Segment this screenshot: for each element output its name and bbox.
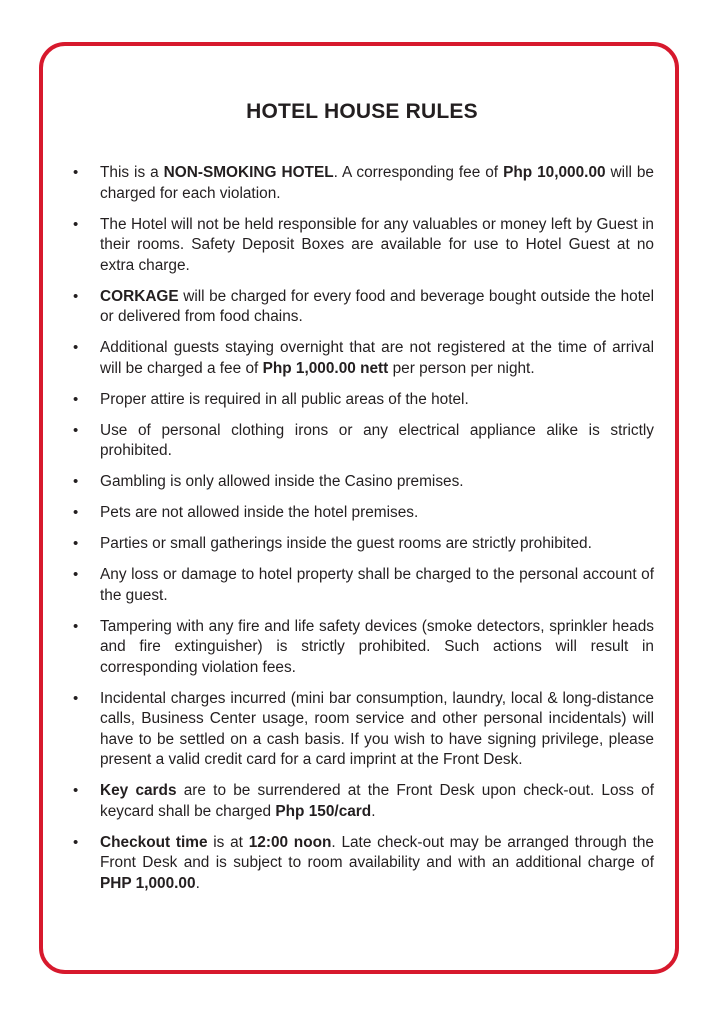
- rule-text: Use of personal clothing irons or any electrical appliance alike is strictly prohibited.: [100, 421, 654, 459]
- rule-text: Proper attire is required in all public areas of the hotel.: [100, 390, 469, 408]
- rule-text: Tampering with any fire and life safety devices (smoke detectors, sprinkler heads and fire extinguisher) is strictly prohibited. Such actions will result in corresponding violation fees.: [100, 617, 654, 676]
- bullet-icon: •: [73, 504, 79, 521]
- rule-item: [68, 689, 654, 771]
- rule-text: per person per night.: [388, 359, 535, 377]
- rule-text: The Hotel will not be held responsible for any valuables or money left by Guest in their rooms. Safety Deposit Boxes are available for use to Hotel Guest at no extra charge.: [100, 215, 654, 274]
- bullet-icon: •: [73, 164, 79, 181]
- rule-text: will be charged for each violation.: [100, 164, 654, 202]
- bullet-icon: •: [73, 421, 79, 439]
- rule-emphasis: Key cards: [100, 782, 177, 799]
- rule-emphasis: NON-SMOKING HOTEL: [163, 164, 334, 181]
- rule-item: [68, 617, 654, 679]
- rule-emphasis: Checkout time: [100, 833, 208, 851]
- bullet-icon: •: [73, 782, 79, 799]
- rule-text: .: [195, 874, 200, 892]
- rule-item: [68, 163, 654, 204]
- bullet-icon: •: [73, 287, 79, 305]
- rule-text: are to be surrendered at the Front Desk upon check-out. Loss of keycard shall be charged: [100, 782, 654, 820]
- rule-text: Pets are not allowed inside the hotel premises.: [100, 504, 419, 521]
- rule-text: Gambling is only allowed inside the Casino premises.: [100, 473, 464, 490]
- rule-item: [68, 472, 654, 493]
- rule-item: [68, 338, 654, 379]
- bullet-icon: •: [73, 833, 79, 851]
- rule-emphasis: Php 10,000.00: [503, 164, 606, 181]
- rule-text: Any loss or damage to hotel property shall be charged to the personal account of the guest.: [100, 566, 654, 604]
- rule-item: [68, 421, 654, 462]
- bullet-icon: •: [73, 390, 79, 408]
- rule-emphasis: CORKAGE: [100, 287, 179, 305]
- rule-item: [68, 534, 654, 555]
- rule-text: is at: [207, 833, 249, 851]
- rule-emphasis: PHP 1,000.00: [100, 874, 196, 892]
- bullet-icon: •: [73, 689, 79, 707]
- rule-text: Parties or small gatherings inside the guest rooms are strictly prohibited.: [100, 535, 592, 552]
- rule-text: Additional guests staying overnight that are not registered at the time of arrival will be charged a fee of: [100, 339, 654, 377]
- rule-item: [68, 781, 654, 822]
- rule-emphasis: Php 1,000.00 nett: [262, 359, 389, 377]
- page-title: HOTEL HOUSE RULES: [246, 100, 478, 123]
- rule-text: . A corresponding fee of: [333, 164, 504, 181]
- rule-emphasis: 12:00 noon: [248, 833, 332, 851]
- rule-text: . Late check-out may be arranged through the Front Desk and is subject to room availability and with an additional charge of: [100, 833, 654, 871]
- rule-text: This is a: [100, 164, 164, 181]
- bullet-icon: •: [73, 339, 79, 356]
- bullet-icon: •: [73, 617, 79, 635]
- bullet-icon: •: [73, 473, 79, 490]
- rule-text: will be charged for every food and beverage bought outside the hotel or delivered from food chains.: [100, 287, 654, 325]
- bullet-icon: •: [73, 566, 79, 583]
- bullet-icon: •: [73, 535, 79, 552]
- rule-item: [68, 565, 654, 606]
- rule-item: [68, 833, 654, 895]
- bullet-icon: •: [73, 215, 79, 233]
- rule-item: [68, 287, 654, 328]
- rule-text: .: [371, 802, 376, 820]
- rule-item: [68, 215, 654, 277]
- rule-text: Incidental charges incurred (mini bar consumption, laundry, local & long-distance calls, Business Center usage, room service and other personal incidentals) will have to be settled on a cash basis. If you wish to have signing privilege, please present a valid credit card for a card imprint at the Front Desk.: [100, 689, 654, 768]
- rule-emphasis: Php 150/card: [275, 802, 372, 820]
- rule-item: [68, 503, 654, 524]
- rule-item: [68, 390, 654, 411]
- rules-list: [68, 163, 654, 905]
